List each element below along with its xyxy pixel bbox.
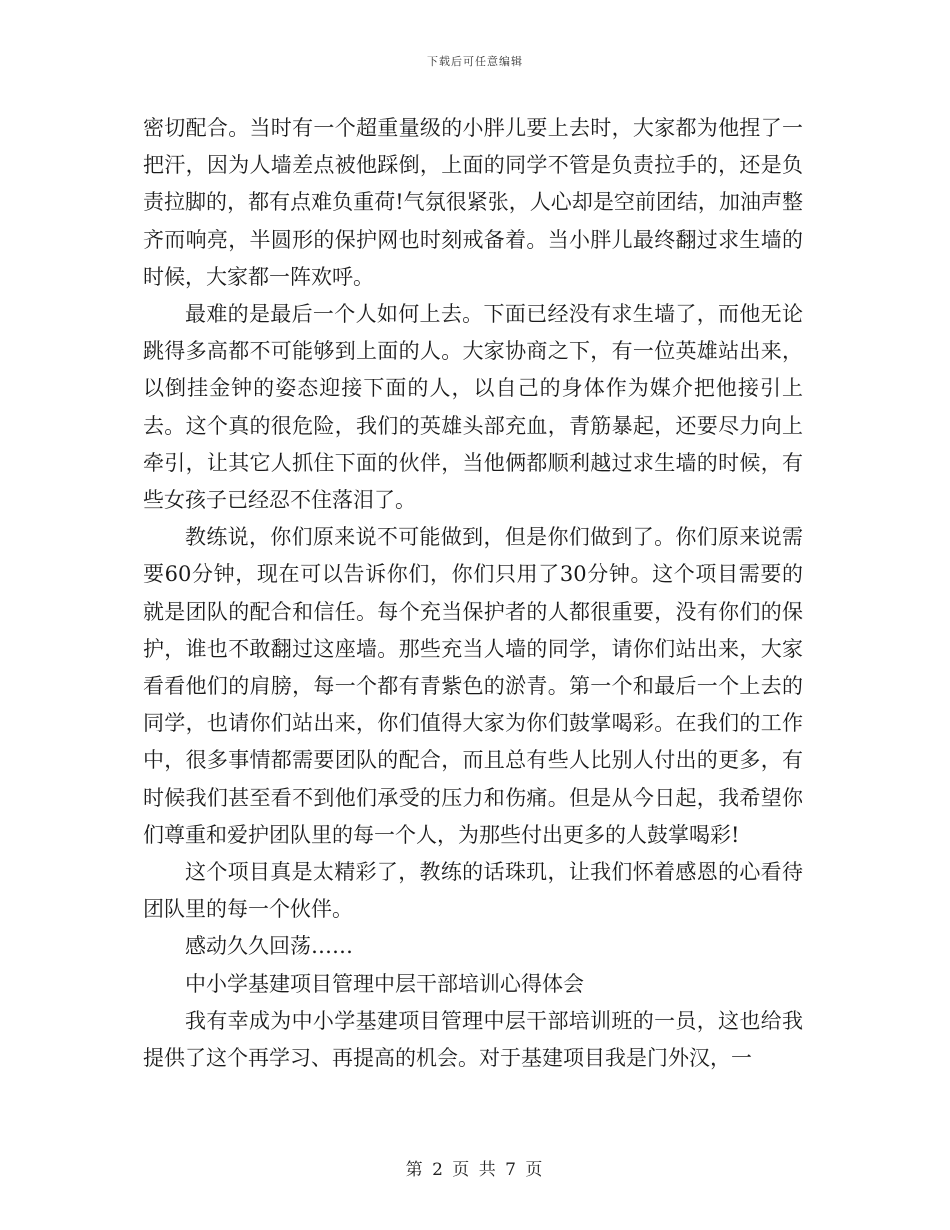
paragraph-1: 密切配合。当时有一个超重量级的小胖儿要上去时，大家都为他捏了一把汗，因为人墙差点被他踩倒，上面的同学不管是负责拉手的，还是负责拉脚的，都有点难负重荷!气氛很紧张，人心却是空前团结，加油声整齐而响亮，半圆形的保护网也时刻戒备着。当小胖儿最终翻过求生墙的时候，大家都一阵欢呼。 bbox=[143, 116, 803, 289]
page-header: 下载后可任意编辑 bbox=[427, 55, 523, 68]
paragraph-3: 教练说，你们原来说不可能做到，但是你们做到了。你们原来说需要60分钟，现在可以告诉你们，你们只用了30分钟。这个项目需要的就是团队的配合和信任。每个充当保护者的人都很重要，没有你们的保护，谁也不敢翻过这座墙。那些充当人墙的同学，请你们站出来，大家看看他们的肩膀，每一个都有青紫色的淤青。第一个和最后一个上去的同学，也请你们站出来，你们值得大家为你们鼓掌喝彩。在我们的工作中，很多事情都需要团队的配合，而且总有些人比别人付出的更多，有时候我们甚至看不到他们承受的压力和伤痛。但是从今日起，我希望你们尊重和爱护团队里的每一个人，为那些付出更多的人鼓掌喝彩! bbox=[143, 525, 803, 847]
page-number-footer: 第 2 页 共 7 页 bbox=[405, 1160, 545, 1180]
document-body bbox=[143, 110, 803, 1077]
paragraph-2: 最难的是最后一个人如何上去。下面已经没有求生墙了，而他无论跳得多高都不可能够到上面的人。大家协商之下，有一位英雄站出来，以倒挂金钟的姿态迎接下面的人，以自己的身体作为媒介把他接引上去。这个真的很危险，我们的英雄头部充血，青筋暴起，还要尽力向上牵引，让其它人抓住下面的伙伴，当他俩都顺利越过求生墙的时候，有些女孩子已经忍不住落泪了。 bbox=[143, 302, 803, 513]
paragraph-4: 这个项目真是太精彩了，教练的话珠玑，让我们怀着感恩的心看待团队里的每一个伙伴。 bbox=[143, 860, 803, 922]
section-title: 中小学基建项目管理中层干部培训心得体会 bbox=[185, 971, 584, 996]
paragraph-5: 感动久久回荡…… bbox=[185, 934, 353, 959]
paragraph-7: 我有幸成为中小学基建项目管理中层干部培训班的一员，这也给我提供了这个再学习、再提高的机会。对于基建项目我是门外汉，一 bbox=[143, 1008, 803, 1071]
